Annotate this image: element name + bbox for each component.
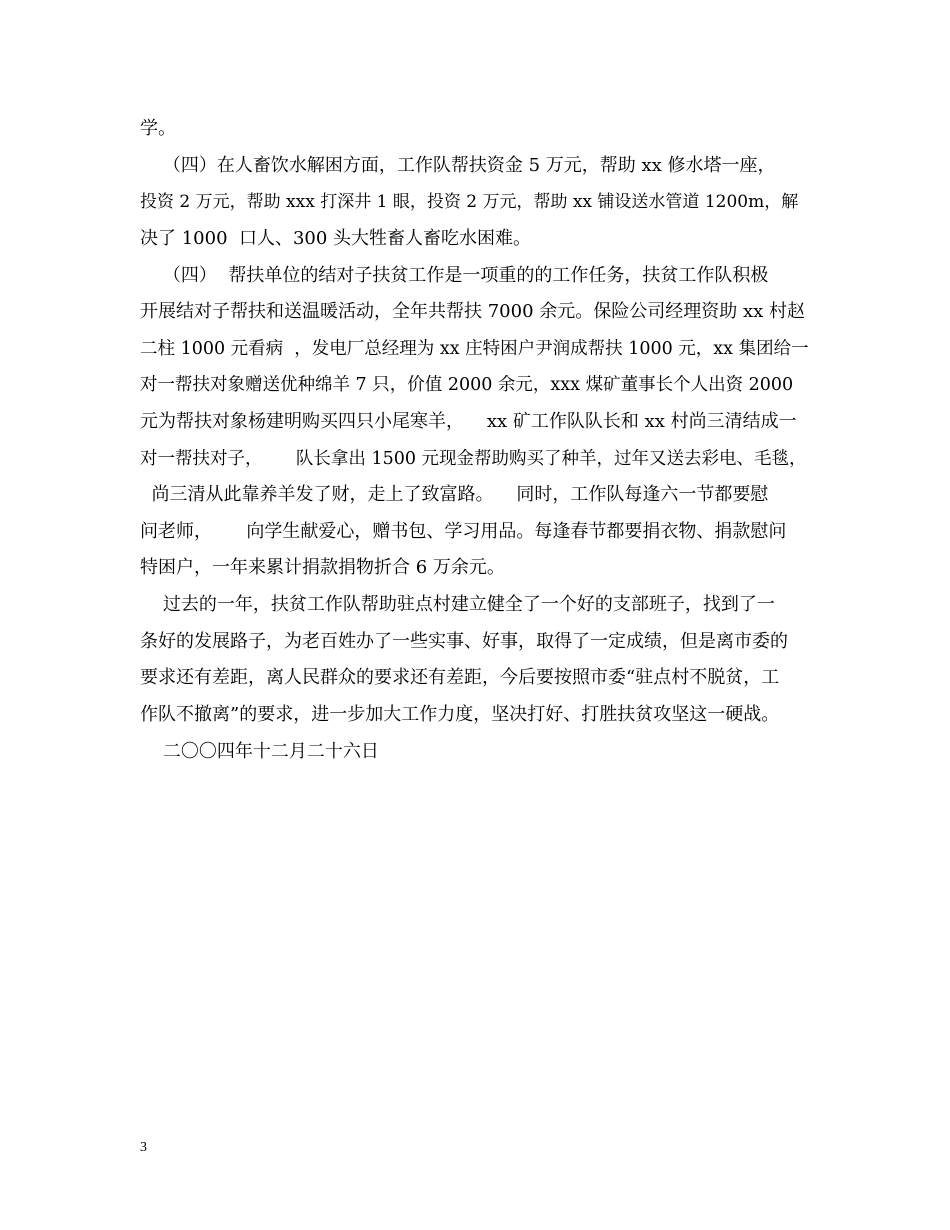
page-number: 3 (140, 1140, 147, 1155)
text-line: 条好的发展路子，为老百姓办了一些实事、好事，取得了一定成绩，但是离市委的 (140, 631, 788, 652)
text-line: 元为帮扶对象杨建明购买四只小尾寒羊， xx 矿工作队队长和 xx 村尚三清结成一 (140, 411, 797, 432)
text-line: （四）在人畜饮水解困方面，工作队帮扶资金 5 万元，帮助 xx 修水塔一座， (140, 155, 776, 176)
text-line: 投资 2 万元，帮助 xxx 打深井 1 眼，投资 2 万元，帮助 xx 铺设送水管道 1200m，解 (140, 192, 799, 212)
text-line: 决了 1000 口人、300 头大牲畜人畜吃水困难。 (140, 228, 532, 249)
text-line: 对一帮扶对象赠送优种绵羊 7 只，价值 2000 余元，xxx 煤矿董事长个人出资 2000 (140, 375, 794, 395)
text-line: 尚三清从此靠养羊发了财，走上了致富路。 同时，工作队每逢六一节都要慰 (140, 484, 769, 505)
date-line: 二〇〇四年十二月二十六日 (140, 741, 379, 762)
text-line: 过去的一年，扶贫工作队帮助驻点村建立健全了一个好的支部班子，找到了一 (140, 594, 775, 615)
text-line: 学。 (140, 118, 176, 139)
text-line: 对一帮扶对子， 队长拿出 1500 元现金帮助购买了种羊，过年又送去彩电、毛毯， (140, 449, 807, 469)
text-line: 作队不撤离”的要求，进一步加大工作力度，坚决打好、打胜扶贫攻坚这一硬战。 (140, 704, 780, 725)
text-line: 特困户，一年来累计捐款捐物折合 6 万余元。 (140, 557, 505, 578)
text-line: 二柱 1000 元看病 ，发电厂总经理为 xx 庄特困户尹润成帮扶 1000 元，xx 集团给一 (140, 339, 809, 359)
text-line: 开展结对子帮扶和送温暖活动，全年共帮扶 7000 余元。保险公司经理资助 xx 村赵 (140, 301, 805, 322)
text-line: 要求还有差距，离人民群众的要求还有差距，今后要按照市委“驻点村不脱贫，工 (140, 667, 780, 688)
text-line: （四） 帮扶单位的结对子扶贫工作是一项重的的工作任务，扶贫工作队积极 (140, 265, 769, 286)
text-line: 问老师， 向学生献爱心，赠书包、学习用品。每逢春节都要捐衣物、捐款慰问 (140, 521, 787, 542)
